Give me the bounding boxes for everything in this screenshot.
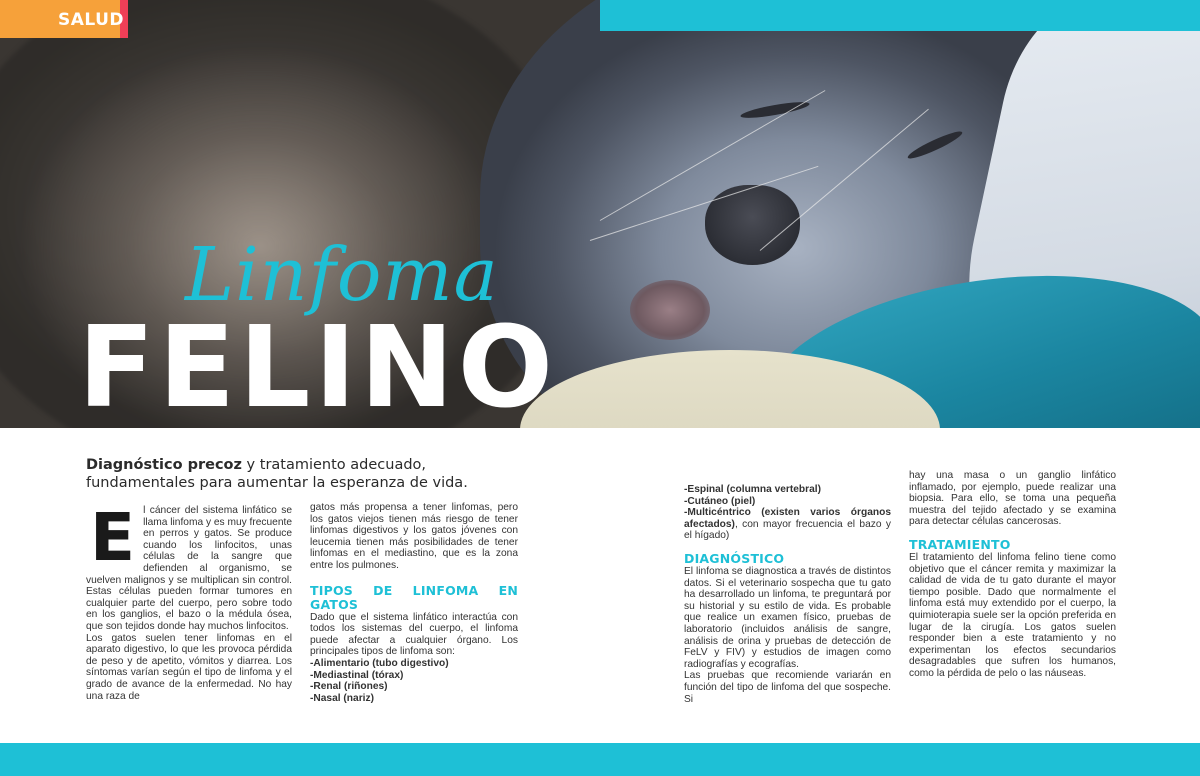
drop-cap: E xyxy=(90,499,136,576)
paragraph: hay una masa o un ganglio linfático inflamado, por ejemplo, puede realizar una biopsia. Para ello, se toma una pequeña muestra del tejido afectado y se examina para detectar células cancerosas. xyxy=(909,470,1116,528)
column-4 xyxy=(909,470,1116,680)
list-item-bold: -Multicéntrico (existen varios órganos afectados) xyxy=(684,507,891,530)
section-label: SALUD xyxy=(58,10,125,30)
paragraph: Las pruebas que recomiende variarán en función del tipo de linfoma del que sospeche. Si xyxy=(684,670,891,705)
list-item: -Alimentario (tubo digestivo) xyxy=(310,657,449,669)
column-3 xyxy=(684,484,891,705)
list-item-rest: , con mayor frecuencia el bazo y el hígado) xyxy=(684,518,891,542)
list-item: -Mediastinal (tórax) xyxy=(310,669,404,681)
cat-mouth xyxy=(630,280,710,340)
title-script: Linfoma xyxy=(185,232,499,318)
list-item: -Nasal (nariz) xyxy=(310,692,374,704)
top-accent-bar xyxy=(600,0,1200,31)
paragraph: Dado que el sistema linfático interactúa con todos los sistemas del cuerpo, el linfoma puede afectar a cualquier órgano. Los principales tipos de linfoma son: xyxy=(310,611,518,658)
bottom-accent-bar xyxy=(0,743,1200,776)
intro-bold: Diagnóstico precoz xyxy=(86,457,242,473)
paragraph: gatos más propensa a tener linfomas, pero los gatos viejos tienen más riesgo de tener linfomas digestivos y los gatos jóvenes con leucemia tienen más posibilidades de tener linfomas en el mediastino, que es la zona entre los pulmones. xyxy=(310,502,518,571)
title-main: FELINO xyxy=(78,303,557,433)
heading-diagnostico: DIAGNÓSTICO xyxy=(684,550,785,566)
heading-tipos: TIPOS DE LINFOMA EN GATOS xyxy=(310,582,518,612)
heading-tratamiento: TRATAMIENTO xyxy=(909,536,1011,552)
paragraph: l cáncer del sistema linfático se llama linfoma y es muy frecuente en perros y gatos. Se produce cuando los linfocitos, unas células de la sangre que defienden al organismo, se vuelven malignos y se multiplican sin control. Estas células pueden formar tumores en cualquier parte del cuerpo, pero sobre todo en los ganglios, el bazo o la médula ósea, que son tejidos donde hay muchos linfocitos. xyxy=(86,505,293,632)
list-item: -Renal (riñones) xyxy=(310,681,388,693)
list-item: -Espinal (columna vertebral) xyxy=(684,484,821,495)
intro-rest: y tratamiento adecuado, fundamentales para aumentar la esperanza de vida. xyxy=(86,457,468,491)
paragraph: El tratamiento del linfoma felino tiene como objetivo que el cáncer remita y maximizar la calidad de vida de tu gato durante el mayor tiempo posible. Dado que normalmente el linfoma está muy extendido por el cuerpo, la quimioterapia suele ser la opción preferida en lugar de la cirugía. Los gatos suelen responder bien a este tratamiento y no experimentan los efectos secundarios desagradables que sufren los humanos, como la pérdida de pelo o las náuseas. xyxy=(909,551,1116,679)
intro-lead xyxy=(86,456,506,492)
list-item xyxy=(684,507,891,542)
column-1 xyxy=(86,499,293,702)
list-item: -Cutáneo (piel) xyxy=(684,495,756,507)
column-2 xyxy=(310,502,518,704)
paragraph: El linfoma se diagnostica a través de distintos datos. Si el veterinario sospecha que tu gato ha desarrollado un linfoma, te preguntará por su historial y su estilo de vida. Es probable que realice un examen físico, pruebas de laboratorio (incluidos análisis de sangre, análisis de orina y pruebas de detección de FeLV y FIV) y estudios de imagen como radiografías y ecografías. xyxy=(684,565,891,670)
paragraph: Los gatos suelen tener linfomas en el aparato digestivo, lo que les provoca pérdida de peso y de apetito, vómitos y diarrea. Los síntomas varían según el tipo de linfoma y el grado de avance de la enfermedad. No hay una raza de xyxy=(86,632,292,702)
